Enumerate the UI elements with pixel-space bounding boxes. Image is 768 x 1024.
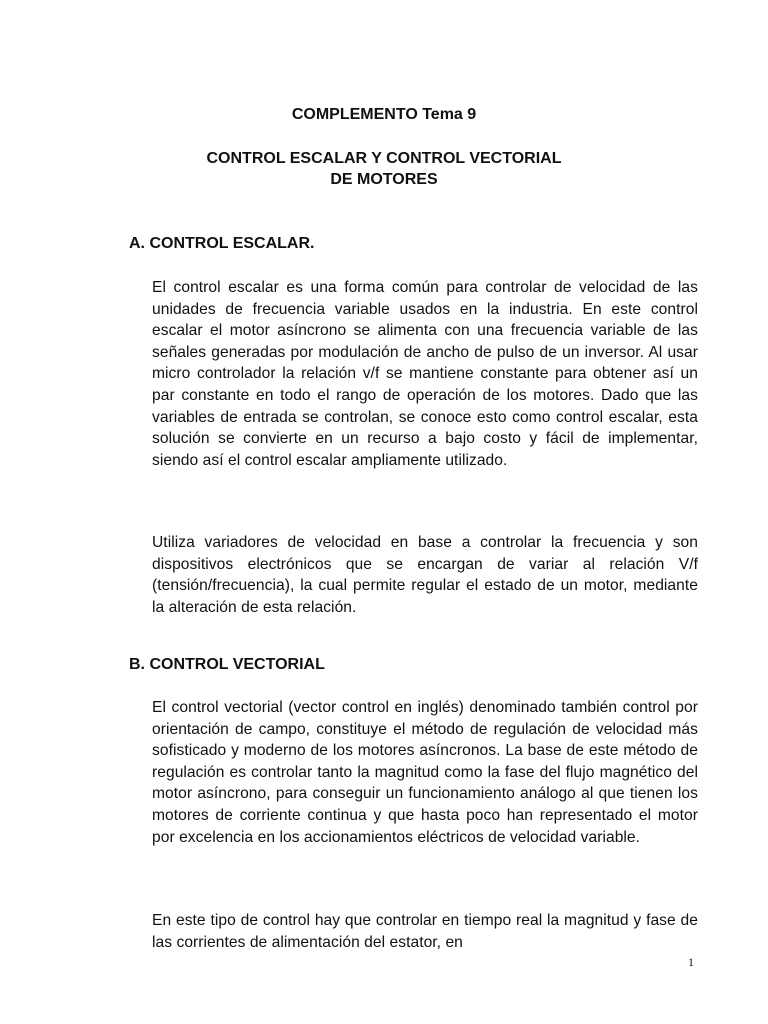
- section-a-paragraph-1: El control escalar es una forma común para controlar de velocidad de las unidades de frecuencia variable usados en la industria. En este control escalar el motor asíncrono se alimenta con una frecuencia variable de las señales generadas por modulación de ancho de pulso de un inversor. Al usar micro controlador la relación v/f se mantiene constante para obtener así un par constante en todo el rango de operación de los motores. Dado que las variables de entrada se controlan, se conoce esto como control escalar, esta solución se convierte en un recurso a bajo costo y fácil de implementar, siendo así el control escalar ampliamente utilizado.: [152, 279, 698, 469]
- section-b-heading: B. CONTROL VECTORIAL: [129, 656, 325, 673]
- section-b-paragraph-2: En este tipo de control hay que controlar en tiempo real la magnitud y fase de las corrientes de alimentación del estator, en: [152, 912, 698, 951]
- document-title: COMPLEMENTO Tema 9: [291, 106, 477, 123]
- subtitle-line-2: DE MOTORES: [330, 171, 438, 188]
- page-number: 1: [688, 955, 694, 969]
- section-a-heading: A. CONTROL ESCALAR.: [129, 235, 315, 252]
- subtitle-line-1: CONTROL ESCALAR Y CONTROL VECTORIAL: [206, 150, 562, 167]
- section-b-paragraph-1: El control vectorial (vector control en inglés) denominado también control por orientación de campo, constituye el método de regulación de velocidad más sofisticado y moderno de los motores asíncronos. La base de este método de regulación es controlar tanto la magnitud como la fase del flujo magnético del motor asíncrono, para conseguir un funcionamiento análogo al que tienen los motores de corriente continua y que hasta poco han representado el motor por excelencia en los accionamientos eléctricos de velocidad variable.: [152, 699, 698, 846]
- section-a-paragraph-2: Utiliza variadores de velocidad en base a controlar la frecuencia y son dispositivos electrónicos que se encargan de variar al relación V/f (tensión/frecuencia), la cual permite regular el estado de un motor, mediante la alteración de esta relación.: [152, 534, 698, 616]
- document-subtitle: [0, 148, 768, 190]
